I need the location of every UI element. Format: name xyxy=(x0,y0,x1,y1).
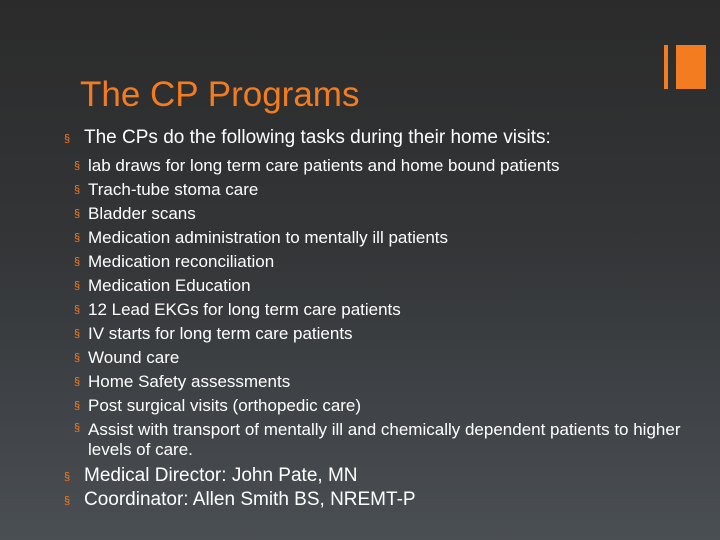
bullet-icon: § xyxy=(74,328,81,340)
bullet-icon: § xyxy=(74,256,81,268)
task-text: Medication reconciliation xyxy=(88,252,275,271)
bullet-icon: § xyxy=(74,422,81,434)
main-item-text: The CPs do the following tasks during their home visits: xyxy=(84,127,551,148)
slide-title: The CP Programs xyxy=(80,75,360,114)
task-text: Home Safety assessments xyxy=(88,372,291,391)
list-item-main xyxy=(64,126,694,460)
task-item xyxy=(74,420,694,460)
accent-bar-thick xyxy=(676,45,706,89)
task-item xyxy=(74,274,694,298)
task-text: IV starts for long term care patients xyxy=(88,324,353,343)
task-text: Assist with transport of mentally ill and chemically dependent patients to higher levels of care. xyxy=(88,420,681,459)
bullet-icon: § xyxy=(74,352,81,364)
task-text: Trach-tube stoma care xyxy=(88,180,259,199)
task-item xyxy=(74,154,694,178)
task-item xyxy=(74,394,694,418)
bullet-icon: § xyxy=(74,280,81,292)
list-item-medical-director xyxy=(64,464,694,488)
task-item xyxy=(74,322,694,346)
bullet-icon: § xyxy=(74,208,81,220)
task-text: Post surgical visits (orthopedic care) xyxy=(88,396,362,415)
bullet-icon: § xyxy=(74,400,81,412)
accent-bar-thin xyxy=(664,45,668,89)
bullet-icon: § xyxy=(64,471,71,483)
medical-director-text: Medical Director: John Pate, MN xyxy=(84,465,358,486)
task-list xyxy=(74,154,694,460)
task-text: Wound care xyxy=(88,348,180,367)
slide-content xyxy=(64,126,694,512)
task-item xyxy=(74,298,694,322)
task-text: Medication administration to mentally ill patients xyxy=(88,228,449,247)
task-text: Bladder scans xyxy=(88,204,196,223)
bullet-icon: § xyxy=(64,495,71,507)
bullet-icon: § xyxy=(74,184,81,196)
bullet-icon: § xyxy=(74,232,81,244)
task-item xyxy=(74,370,694,394)
coordinator-text: Coordinator: Allen Smith BS, NREMT-P xyxy=(84,489,416,510)
task-text: Medication Education xyxy=(88,276,251,295)
bullet-icon: § xyxy=(74,304,81,316)
bullet-icon: § xyxy=(74,376,81,388)
task-item xyxy=(74,226,694,250)
task-text: lab draws for long term care patients and home bound patients xyxy=(88,156,560,175)
task-item xyxy=(74,250,694,274)
bullet-icon: § xyxy=(74,160,81,172)
task-item xyxy=(74,178,694,202)
task-text: 12 Lead EKGs for long term care patients xyxy=(88,300,401,319)
list-item-coordinator xyxy=(64,488,694,512)
task-item xyxy=(74,346,694,370)
bullet-icon: § xyxy=(64,133,71,145)
bullet-list xyxy=(64,126,694,512)
task-item xyxy=(74,202,694,226)
